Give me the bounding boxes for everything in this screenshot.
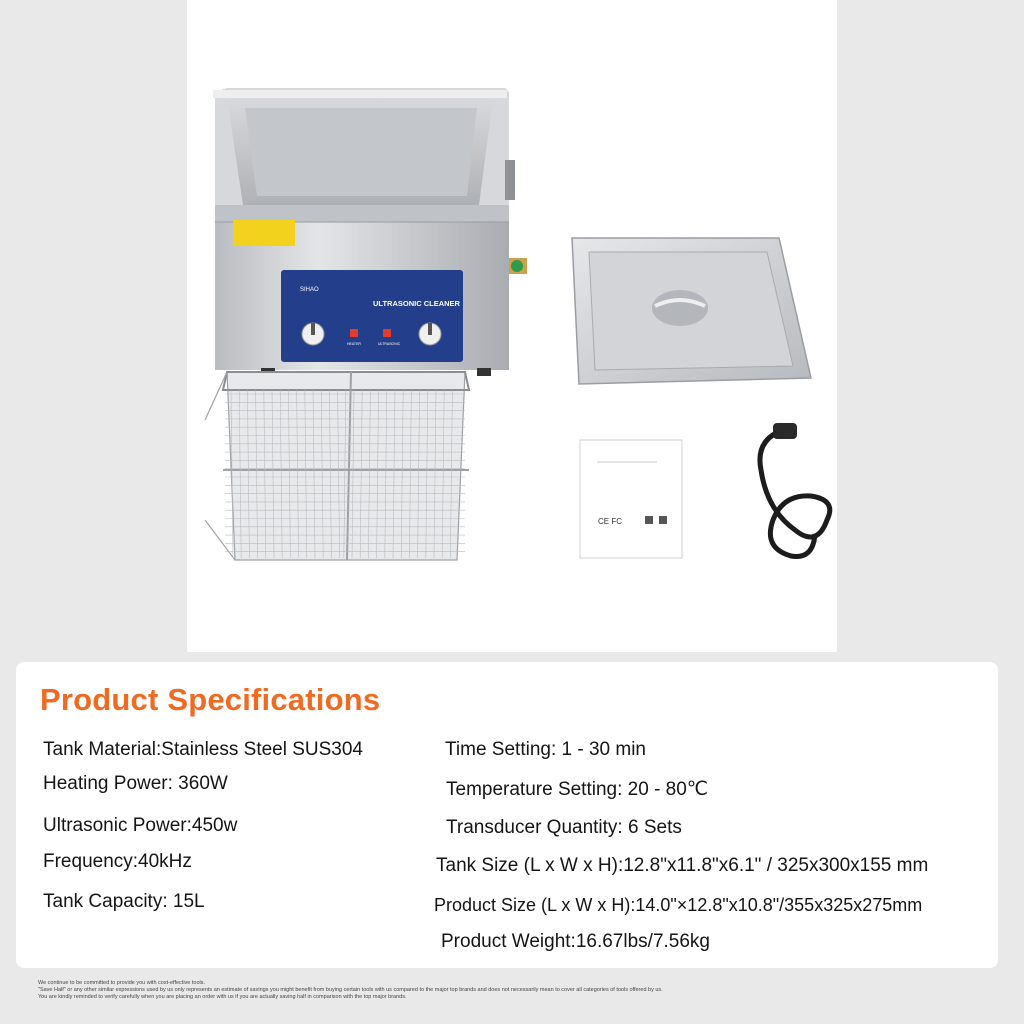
tank-lid	[572, 238, 811, 384]
panel-brand: SIHAO	[300, 287, 319, 293]
ultrasonic-cleaner-unit	[213, 88, 527, 376]
spec-frequency: Frequency:40kHz	[43, 851, 192, 872]
product-photo	[187, 0, 837, 652]
spec-ultrasonic-power: Ultrasonic Power:450w	[43, 815, 238, 836]
spec-product-weight: Product Weight:16.67lbs/7.56kg	[441, 931, 710, 952]
heater-indicator	[350, 329, 358, 337]
disclaimer-line: You are kindly reminded to verify carefully when you are placing an order with us if you are actually saving half in comparison with the top major brands.	[38, 994, 407, 1000]
control-panel	[281, 270, 463, 362]
spec-transducer-quantity: Transducer Quantity: 6 Sets	[446, 817, 682, 838]
spec-time-setting: Time Setting: 1 - 30 min	[445, 739, 646, 760]
product-illustration	[187, 0, 837, 652]
specifications-title: Product Specifications	[40, 682, 381, 717]
wire-basket	[205, 372, 469, 560]
spec-temperature-setting: Temperature Setting: 20 - 80℃	[446, 779, 709, 800]
spec-tank-capacity: Tank Capacity: 15L	[43, 891, 205, 912]
disclaimer-line: We continue to be committed to provide you with cost-effective tools.	[38, 980, 206, 986]
disclaimer-text	[38, 980, 738, 1001]
manual-cert-marks: CE FC	[598, 517, 622, 526]
ultrasonic-label: ULTRASONIC	[378, 342, 401, 346]
user-manual	[580, 440, 682, 558]
power-cord	[760, 423, 830, 557]
panel-title: ULTRASONIC CLEANER	[373, 299, 460, 308]
ultrasonic-indicator	[383, 329, 391, 337]
spec-heating-power: Heating Power: 360W	[43, 773, 228, 794]
spec-tank-size: Tank Size (L x W x H):12.8"x11.8"x6.1" / 325x300x155 mm	[436, 855, 929, 876]
spec-tank-material: Tank Material:Stainless Steel SUS304	[43, 739, 363, 760]
spec-product-size: Product Size (L x W x H):14.0"×12.8"x10.8"/355x325x275mm	[434, 895, 923, 915]
disclaimer-line: "Save Half" or any other similar expressions used by us only represents an estimate of savings you might benefit from buying certain tools with us compared to the major top brands and does not necessarily mean to cover all categories of tools offered by us.	[38, 987, 663, 993]
heater-label: HEATER	[347, 342, 361, 346]
